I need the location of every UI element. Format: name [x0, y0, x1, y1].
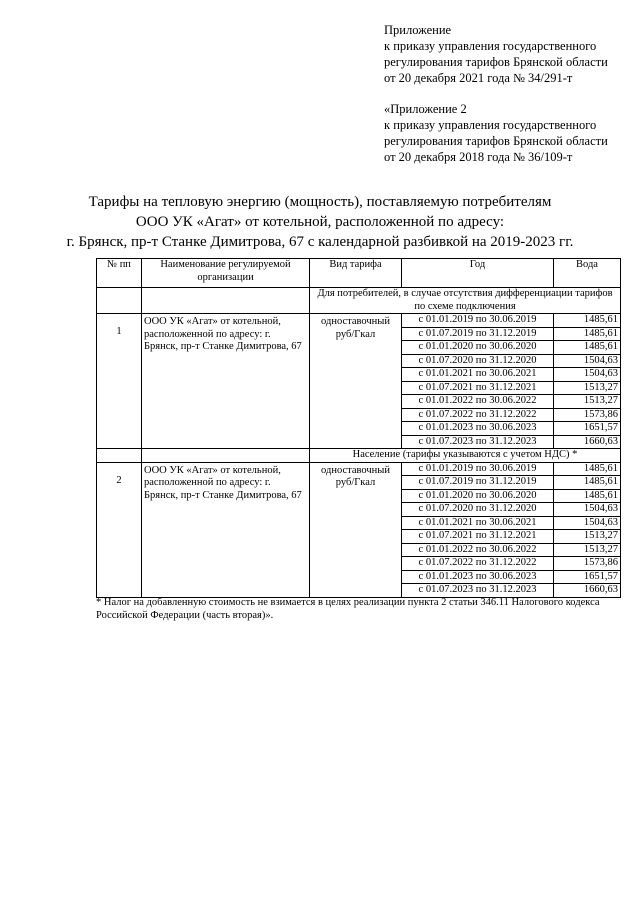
organization-name: ООО УК «Агат» от котельной, расположенной по адресу: г. Брянск, пр-т Станке Димитрова, 67 [142, 462, 310, 597]
period-cell: с 01.07.2019 по 31.12.2019 [402, 327, 554, 341]
price-cell: 1651,57 [554, 422, 621, 436]
title-line: г. Брянск, пр-т Станке Димитрова, 67 с календарной разбивкой на 2019-2023 гг. [66, 234, 574, 250]
row-number: 2 [97, 462, 142, 597]
annex-line: к приказу управления государственного [384, 39, 597, 53]
group-caption: Население (тарифы указываются с учетом НДС) * [310, 449, 621, 463]
price-cell: 1504,63 [554, 516, 621, 530]
group-caption-row [97, 288, 621, 314]
title-line: ООО УК «Агат» от котельной, расположенной по адресу: [135, 214, 505, 230]
annex-line: к приказу управления государственного [384, 118, 597, 132]
caption-spacer [142, 288, 310, 314]
organization-name: ООО УК «Агат» от котельной, расположенной по адресу: г. Брянск, пр-т Станке Димитрова, 67 [142, 314, 310, 449]
period-cell: с 01.01.2022 по 30.06.2022 [402, 543, 554, 557]
annex-original-order [384, 101, 608, 165]
header-organization: Наименование регулируемой организации [142, 259, 310, 288]
price-cell: 1485,61 [554, 314, 621, 328]
price-cell: 1513,27 [554, 395, 621, 409]
period-cell: с 01.01.2022 по 30.06.2022 [402, 395, 554, 409]
header-tariff-type: Вид тарифа [310, 259, 402, 288]
price-cell: 1485,61 [554, 476, 621, 490]
header-water: Вода [554, 259, 621, 288]
title-line: Тарифы на тепловую энергию (мощность), поставляемую потребителям [88, 194, 552, 210]
table-row [97, 462, 621, 476]
annex-line: Приложение [384, 23, 452, 37]
price-cell: 1485,61 [554, 327, 621, 341]
period-cell: с 01.01.2019 по 30.06.2019 [402, 314, 554, 328]
period-cell: с 01.07.2022 по 31.12.2022 [402, 557, 554, 571]
price-cell: 1504,63 [554, 503, 621, 517]
period-cell: с 01.07.2020 по 31.12.2020 [402, 354, 554, 368]
caption-spacer [142, 449, 310, 463]
document-title [0, 192, 640, 252]
period-cell: с 01.07.2022 по 31.12.2022 [402, 408, 554, 422]
period-cell: с 01.07.2021 по 31.12.2021 [402, 530, 554, 544]
price-cell: 1573,86 [554, 408, 621, 422]
period-cell: с 01.01.2023 по 30.06.2023 [402, 422, 554, 436]
annex-line: от 20 декабря 2021 года № 34/291-т [384, 71, 573, 85]
table-row [97, 314, 621, 328]
annex-line: регулирования тарифов Брянской области [384, 134, 608, 148]
period-cell: с 01.01.2021 по 30.06.2021 [402, 516, 554, 530]
header-number: № пп [97, 259, 142, 288]
group-caption: Для потребителей, в случае отсутствия дифференциации тарифов по схеме подключения [310, 288, 621, 314]
price-cell: 1513,27 [554, 530, 621, 544]
period-cell: с 01.01.2020 по 30.06.2020 [402, 341, 554, 355]
tariff-type: одноставочный руб/Гкал [310, 314, 402, 449]
period-cell: с 01.01.2020 по 30.06.2020 [402, 489, 554, 503]
period-cell: с 01.07.2023 по 31.12.2023 [402, 584, 554, 598]
period-cell: с 01.07.2021 по 31.12.2021 [402, 381, 554, 395]
caption-spacer [97, 449, 142, 463]
price-cell: 1573,86 [554, 557, 621, 571]
period-cell: с 01.07.2020 по 31.12.2020 [402, 503, 554, 517]
tariff-table [96, 258, 621, 598]
annex-line: регулирования тарифов Брянской области [384, 55, 608, 69]
footnote: * Налог на добавленную стоимость не взимается в целях реализации пункта 2 статьи 346.11 Налогового кодекса Российской Федерации (часть вторая)». [96, 597, 600, 621]
period-cell: с 01.01.2019 по 30.06.2019 [402, 462, 554, 476]
price-cell: 1660,63 [554, 435, 621, 449]
price-cell: 1504,63 [554, 354, 621, 368]
price-cell: 1485,61 [554, 341, 621, 355]
row-number: 1 [97, 314, 142, 449]
price-cell: 1513,27 [554, 543, 621, 557]
period-cell: с 01.01.2021 по 30.06.2021 [402, 368, 554, 382]
annex-current-order [384, 22, 608, 86]
header-year: Год [402, 259, 554, 288]
annex-line: от 20 декабря 2018 года № 36/109-т [384, 150, 573, 164]
tariff-type: одноставочный руб/Гкал [310, 462, 402, 597]
price-cell: 1513,27 [554, 381, 621, 395]
period-cell: с 01.07.2023 по 31.12.2023 [402, 435, 554, 449]
price-cell: 1504,63 [554, 368, 621, 382]
period-cell: с 01.07.2019 по 31.12.2019 [402, 476, 554, 490]
price-cell: 1485,61 [554, 489, 621, 503]
period-cell: с 01.01.2023 по 30.06.2023 [402, 570, 554, 584]
price-cell: 1660,63 [554, 584, 621, 598]
price-cell: 1485,61 [554, 462, 621, 476]
group-caption-row [97, 449, 621, 463]
caption-spacer [97, 288, 142, 314]
annex-line: «Приложение 2 [384, 102, 467, 116]
table-header-row [97, 259, 621, 288]
price-cell: 1651,57 [554, 570, 621, 584]
